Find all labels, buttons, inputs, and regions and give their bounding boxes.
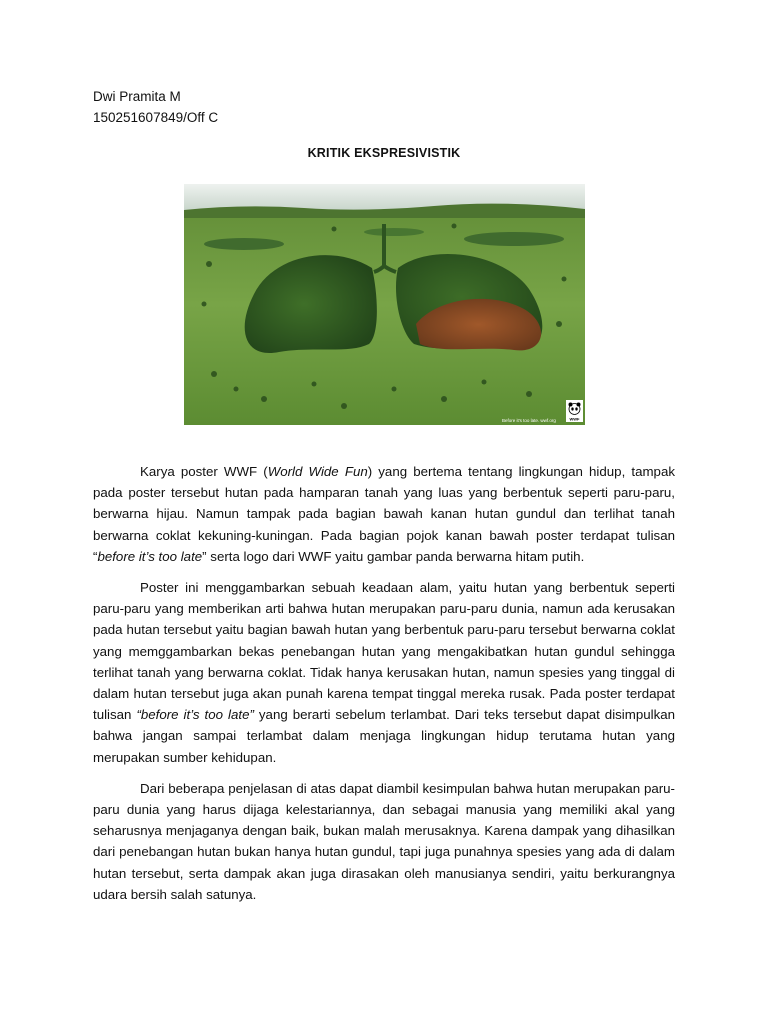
page-title: KRITIK EKSPRESIVISTIK [307, 146, 461, 160]
paragraph-1: Karya poster WWF (World Wide Fun) yang bertema tentang lingkungan hidup, tampak pada poster tersebut hutan pada hamparan tanah yang luas yang berbentuk seperti paru-paru, berwarna hijau. Namun tampak pada bagian bawah kanan hutan gundul dan terlihat tanah berwarna coklat kekuning-kuningan. Pada bagian pojok kanan bawah poster terdapat tulisan “before it’s too late” serta logo dari WWF yaitu gambar panda berwarna hitam putih. [93, 464, 675, 564]
paragraph-3: Dari beberapa penjelasan di atas dapat diambil kesimpulan bahwa hutan merupakan paru-paru dunia yang harus dijaga kelestariannya, dan sebagai manusia yang memiliki akal yang seharusnya menjaganya dengan baik, bukan malah merusaknya. Karena dampak yang dihasilkan dari penebangan hutan bukan hanya hutan gundul, tapi juga punahnya spesies yang ada di dalam hutan tersebut, serta dampak akan juga dirasakan oleh manusianya sendiri, yaitu berkurangnya udara bersih salah satunya. [93, 780, 675, 902]
paragraph-2: Poster ini menggambarkan sebuah keadaan alam, yaitu hutan yang berbentuk seperti paru-paru yang memberikan arti bahwa hutan merupakan paru-paru dunia, namun ada kerusakan pada hutan tersebut yaitu bagian bawah hutan yang berbentuk paru-paru tersebut berwarna coklat yang memggambarkan bekas penebangan hutan yang mengakibatkan hutan gundul sehingga terlihat tanah yang berwarna coklat. Tidak hanya kerusakan hutan, namun spesies yang tinggal di dalam hutan tersebut juga akan punah karena tempat tinggal mereka rusak. Pada poster terdapat tulisan “before it’s too late” yang berarti sebelum terlambat. Dari teks tersebut dapat disimpulkan bahwa jangan sampai terlambat dalam menjaga lingkungan hidup terutama hutan yang merupakan sumber kehidupan. [93, 580, 676, 765]
header-block [93, 86, 218, 128]
document-body [93, 461, 675, 915]
student-id: 150251607849/Off C [93, 110, 219, 125]
author-name: Dwi Pramita M [93, 89, 181, 104]
poster-illustration [184, 184, 585, 425]
wwf-lungs-poster [184, 184, 585, 425]
panda-icon [569, 403, 581, 415]
poster-caption: Before it's too late. wwf.org [502, 418, 556, 423]
wwf-logo-text: WWF [569, 416, 580, 422]
